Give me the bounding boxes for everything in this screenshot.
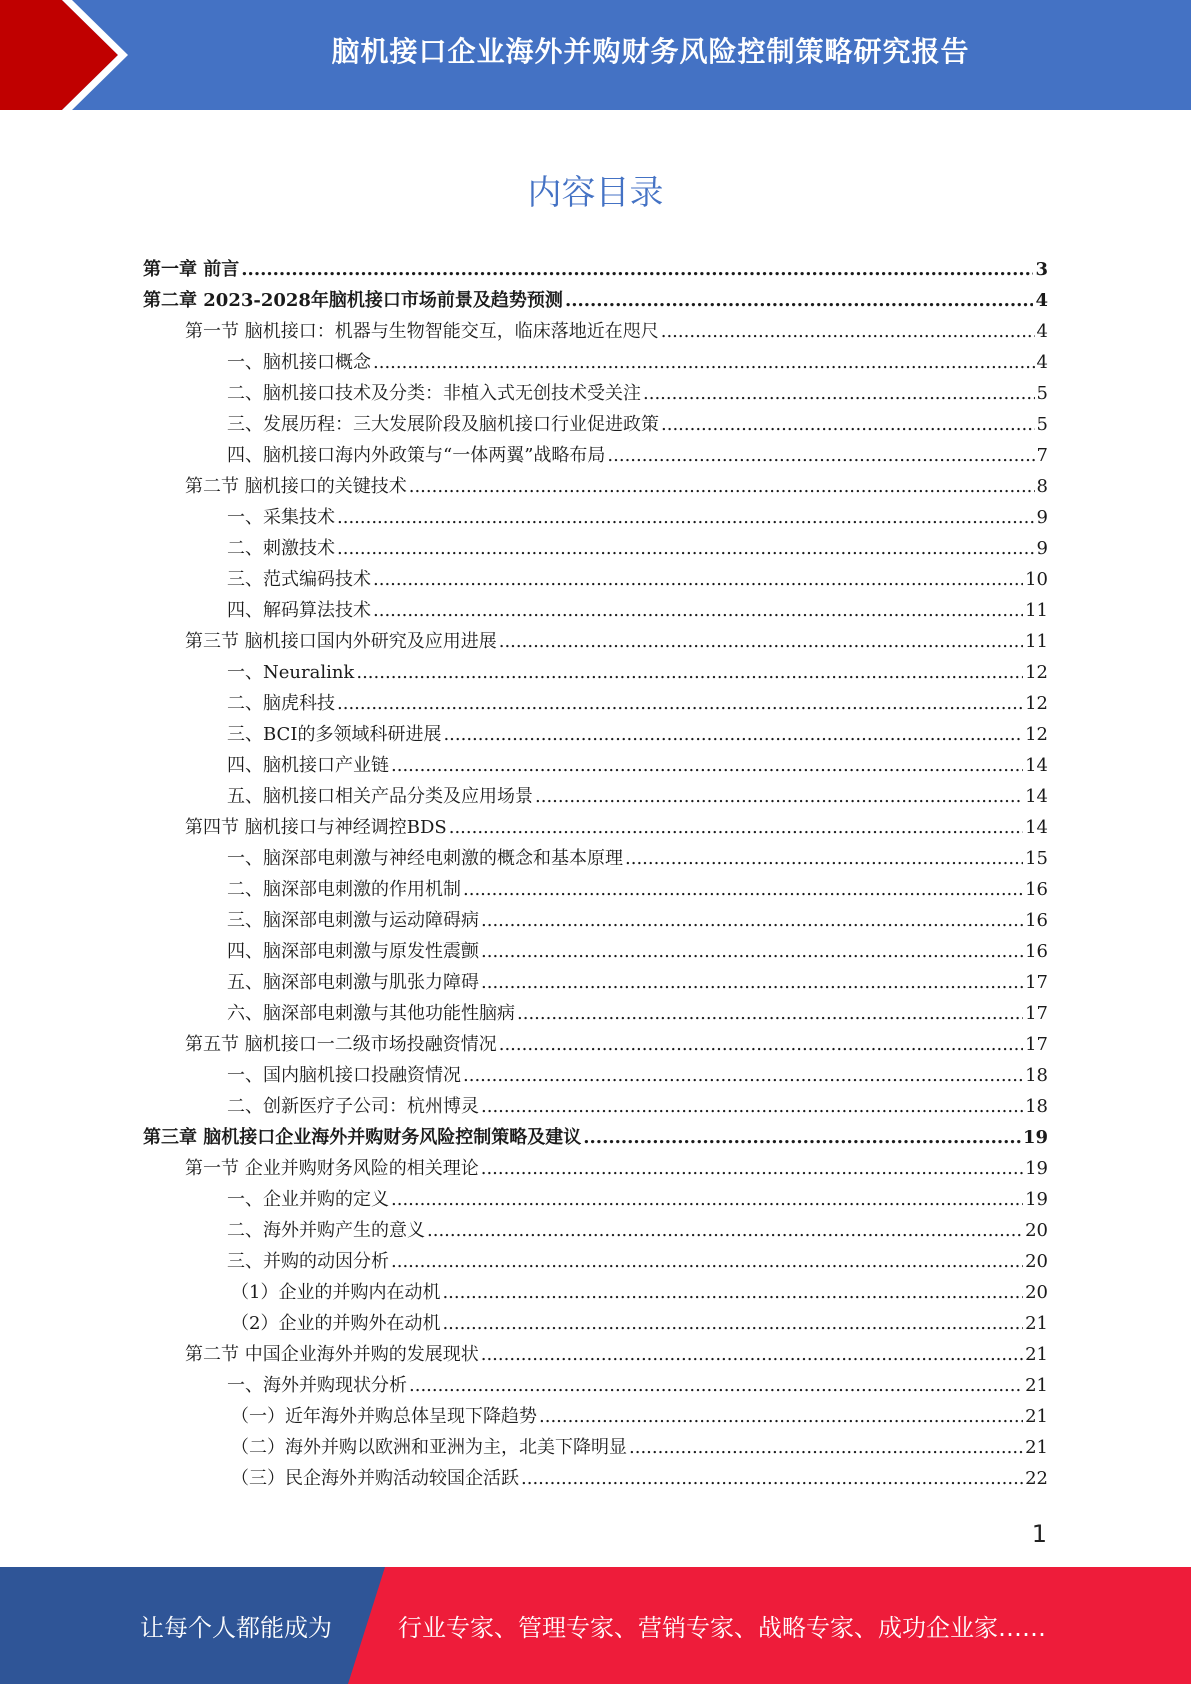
toc-dot-leader — [517, 998, 1023, 1029]
toc-entry[interactable] — [227, 781, 1048, 812]
toc-entry-label: 第三节 脑机接口国内外研究及应用进展 — [185, 631, 497, 652]
toc-entry-page: 21 — [1025, 1313, 1048, 1334]
toc-entry[interactable] — [227, 347, 1048, 378]
toc-entry-page: 14 — [1025, 817, 1048, 838]
toc-dot-leader — [409, 1370, 1023, 1401]
toc-dot-leader — [625, 843, 1023, 874]
toc-entry-page: 20 — [1025, 1282, 1048, 1303]
toc-dot-leader — [427, 1215, 1023, 1246]
toc-dot-leader — [356, 657, 1023, 688]
toc-dot-leader — [629, 1432, 1023, 1463]
toc-entry[interactable] — [227, 378, 1048, 409]
toc-entry-page: 11 — [1025, 600, 1048, 621]
toc-entry-page: 4 — [1036, 352, 1048, 373]
toc-entry-label: 一、脑机接口概念 — [227, 352, 371, 373]
toc-entry[interactable] — [185, 626, 1048, 657]
toc-dot-leader — [442, 1277, 1023, 1308]
toc-dot-leader — [391, 1246, 1023, 1277]
toc-entry-page: 22 — [1025, 1468, 1048, 1489]
toc-entry-label: 一、Neuralink — [227, 662, 355, 683]
toc-dot-leader — [481, 1339, 1023, 1370]
toc-dot-leader — [643, 378, 1035, 409]
toc-dot-leader — [409, 471, 1035, 502]
toc-entry-page: 7 — [1036, 445, 1048, 466]
toc-entry-page: 21 — [1025, 1437, 1048, 1458]
toc-entry-label: 第一节 企业并购财务风险的相关理论 — [185, 1158, 479, 1179]
toc-entry-page: 19 — [1025, 1189, 1048, 1210]
toc-entry-label: 二、刺激技术 — [227, 538, 335, 559]
toc-entry-label: 三、范式编码技术 — [227, 569, 371, 590]
toc-entry[interactable] — [143, 1122, 1048, 1153]
toc-entry-label: 二、创新医疗子公司：杭州博灵 — [227, 1096, 479, 1117]
toc-entry-label: 第一章 前言 — [143, 259, 240, 280]
toc-dot-leader — [463, 1060, 1023, 1091]
toc-entry-page: 17 — [1025, 1034, 1048, 1055]
toc-entry-page: 14 — [1025, 786, 1048, 807]
toc-entry-label: 五、脑深部电刺激与肌张力障碍 — [227, 972, 479, 993]
toc-entry-label: 一、海外并购现状分析 — [227, 1375, 407, 1396]
toc-entry[interactable] — [231, 1463, 1048, 1494]
toc-entry[interactable] — [227, 657, 1048, 688]
toc-entry[interactable] — [227, 750, 1048, 781]
toc-entry-label: （1）企业的并购内在动机 — [231, 1282, 441, 1303]
toc-dot-leader — [391, 1184, 1023, 1215]
toc-dot-leader — [481, 1153, 1023, 1184]
toc-entry-page: 16 — [1025, 879, 1048, 900]
toc-entry-label: 四、解码算法技术 — [227, 600, 371, 621]
toc-entry[interactable] — [185, 1339, 1048, 1370]
toc-entry[interactable] — [231, 1432, 1048, 1463]
toc-entry[interactable] — [143, 285, 1048, 316]
toc-entry-label: 一、国内脑机接口投融资情况 — [227, 1065, 461, 1086]
header-arrow-icon — [0, 0, 160, 110]
report-title: 脑机接口企业海外并购财务风险控制策略研究报告 — [331, 35, 970, 68]
toc-entry-page: 19 — [1022, 1127, 1048, 1148]
footer-slogan-left: 让每个人都能成为 — [140, 1614, 332, 1642]
toc-dot-leader — [607, 440, 1034, 471]
toc-entry[interactable] — [227, 533, 1048, 564]
toc-entry-label: 第二章 2023-2028年脑机接口市场前景及趋势预测 — [143, 290, 563, 311]
toc-entry[interactable] — [227, 936, 1048, 967]
toc-dot-leader — [337, 688, 1023, 719]
toc-dot-leader — [337, 533, 1035, 564]
toc-entry[interactable] — [227, 564, 1048, 595]
toc-dot-leader — [521, 1463, 1023, 1494]
toc-entry[interactable] — [231, 1308, 1048, 1339]
toc-entry[interactable] — [227, 502, 1048, 533]
toc-dot-leader — [481, 967, 1023, 998]
toc-dot-leader — [535, 781, 1023, 812]
toc-title: 内容目录 — [527, 173, 664, 213]
toc-entry-page: 17 — [1025, 1003, 1048, 1024]
toc-entry-label: 二、脑虎科技 — [227, 693, 335, 714]
toc-dot-leader — [499, 1029, 1023, 1060]
toc-entry[interactable] — [227, 1215, 1048, 1246]
toc-entry-label: 第三章 脑机接口企业海外并购财务风险控制策略及建议 — [143, 1127, 582, 1148]
toc-entry-page: 4 — [1035, 290, 1048, 311]
page-number: 1 — [1031, 1520, 1047, 1548]
toc-dot-leader — [443, 719, 1023, 750]
toc-entry[interactable] — [227, 595, 1048, 626]
toc-entry-page: 17 — [1025, 972, 1048, 993]
toc-entry[interactable] — [227, 905, 1048, 936]
toc-entry-page: 4 — [1036, 321, 1048, 342]
toc-entry[interactable] — [227, 719, 1048, 750]
toc-entry-page: 5 — [1036, 383, 1048, 404]
toc-entry-label: 三、BCI的多领域科研进展 — [227, 724, 442, 745]
toc-entry-page: 12 — [1025, 662, 1048, 683]
toc-entry-page: 12 — [1025, 693, 1048, 714]
toc-entry-page: 21 — [1025, 1406, 1048, 1427]
toc-entry[interactable] — [227, 967, 1048, 998]
toc-dot-leader — [241, 254, 1033, 285]
toc-entry[interactable] — [143, 254, 1048, 285]
toc-entry-page: 16 — [1025, 941, 1048, 962]
toc-entry-page: 10 — [1025, 569, 1048, 590]
toc-entry-page: 16 — [1025, 910, 1048, 931]
toc-entry-label: 第二节 中国企业海外并购的发展现状 — [185, 1344, 479, 1365]
toc-entry-page: 20 — [1025, 1251, 1048, 1272]
toc-entry[interactable] — [227, 843, 1048, 874]
toc-entry-page: 5 — [1036, 414, 1048, 435]
toc-entry-label: （一）近年海外并购总体呈现下降趋势 — [231, 1406, 537, 1427]
toc-entry-label: 四、脑深部电刺激与原发性震颤 — [227, 941, 479, 962]
toc-dot-leader — [539, 1401, 1023, 1432]
toc-entry[interactable] — [227, 409, 1048, 440]
toc-entry-label: 第二节 脑机接口的关键技术 — [185, 476, 407, 497]
toc-dot-leader — [481, 905, 1023, 936]
toc-dot-leader — [373, 595, 1023, 626]
toc-dot-leader — [661, 316, 1035, 347]
toc-entry[interactable] — [227, 1246, 1048, 1277]
toc-dot-leader — [661, 409, 1035, 440]
toc-entry[interactable] — [227, 1184, 1048, 1215]
toc-dot-leader — [583, 1122, 1021, 1153]
toc-dot-leader — [499, 626, 1023, 657]
toc-entry-label: （二）海外并购以欧洲和亚洲为主，北美下降明显 — [231, 1437, 627, 1458]
toc-entry-page: 9 — [1036, 507, 1048, 528]
toc-entry-page: 9 — [1036, 538, 1048, 559]
toc-entry-page: 18 — [1025, 1065, 1048, 1086]
toc-entry-label: 六、脑深部电刺激与其他功能性脑病 — [227, 1003, 515, 1024]
toc-entry-label: 三、发展历程：三大发展阶段及脑机接口行业促进政策 — [227, 414, 659, 435]
toc-entry-label: 三、脑深部电刺激与运动障碍病 — [227, 910, 479, 931]
toc-entry[interactable] — [185, 471, 1048, 502]
toc-entry[interactable] — [185, 1153, 1048, 1184]
toc-dot-leader — [373, 347, 1035, 378]
toc-entry-page: 11 — [1025, 631, 1048, 652]
toc-dot-leader — [481, 936, 1023, 967]
toc-entry[interactable] — [227, 1060, 1048, 1091]
toc-entry-page: 20 — [1025, 1220, 1048, 1241]
toc-dot-leader — [463, 874, 1023, 905]
toc-dot-leader — [565, 285, 1034, 316]
toc-entry-label: 二、海外并购产生的意义 — [227, 1220, 425, 1241]
toc-entry-page: 3 — [1035, 259, 1048, 280]
toc-dot-leader — [391, 750, 1023, 781]
toc-entry[interactable] — [231, 1401, 1048, 1432]
toc-entry[interactable] — [227, 440, 1048, 471]
footer-slogan-right: 行业专家、管理专家、营销专家、战略专家、成功企业家…… — [398, 1614, 1046, 1642]
toc-dot-leader — [481, 1091, 1023, 1122]
toc-entry[interactable] — [227, 1370, 1048, 1401]
toc-entry-page: 12 — [1025, 724, 1048, 745]
toc-entry-label: 二、脑深部电刺激的作用机制 — [227, 879, 461, 900]
toc-dot-leader — [442, 1308, 1023, 1339]
toc-entry[interactable] — [227, 1091, 1048, 1122]
toc-entry-page: 8 — [1036, 476, 1048, 497]
toc-entry-label: 第一节 脑机接口：机器与生物智能交互，临床落地近在咫尺 — [185, 321, 659, 342]
toc-entry-label: 第五节 脑机接口一二级市场投融资情况 — [185, 1034, 497, 1055]
toc-entry-page: 14 — [1025, 755, 1048, 776]
toc-entry[interactable] — [185, 1029, 1048, 1060]
toc-entry[interactable] — [231, 1277, 1048, 1308]
toc-dot-leader — [449, 812, 1023, 843]
toc-entry[interactable] — [227, 688, 1048, 719]
toc-entry[interactable] — [185, 316, 1048, 347]
toc-entry-page: 19 — [1025, 1158, 1048, 1179]
toc-entry-label: 四、脑机接口产业链 — [227, 755, 389, 776]
toc-entry-label: 二、脑机接口技术及分类：非植入式无创技术受关注 — [227, 383, 641, 404]
toc-entry-label: 三、并购的动因分析 — [227, 1251, 389, 1272]
toc-entry-page: 15 — [1025, 848, 1048, 869]
toc-entry[interactable] — [227, 874, 1048, 905]
toc-dot-leader — [373, 564, 1023, 595]
footer-band — [0, 1567, 1191, 1684]
toc-entry-label: 五、脑机接口相关产品分类及应用场景 — [227, 786, 533, 807]
toc-entry[interactable] — [185, 812, 1048, 843]
toc-entry-page: 21 — [1025, 1375, 1048, 1396]
toc-entry-label: 四、脑机接口海内外政策与“一体两翼”战略布局 — [227, 445, 606, 466]
toc-entry-page: 21 — [1025, 1344, 1048, 1365]
toc-entry-label: 一、企业并购的定义 — [227, 1189, 389, 1210]
toc-entry-label: （2）企业的并购外在动机 — [231, 1313, 441, 1334]
toc-dot-leader — [337, 502, 1035, 533]
toc-entry-label: 一、采集技术 — [227, 507, 335, 528]
toc-entry-label: 第四节 脑机接口与神经调控BDS — [185, 817, 447, 838]
toc-entry-label: （三）民企海外并购活动较国企活跃 — [231, 1468, 519, 1489]
header-band — [0, 0, 1191, 110]
toc-entry[interactable] — [227, 998, 1048, 1029]
toc-entry-page: 18 — [1025, 1096, 1048, 1117]
toc-entry-label: 一、脑深部电刺激与神经电刺激的概念和基本原理 — [227, 848, 623, 869]
